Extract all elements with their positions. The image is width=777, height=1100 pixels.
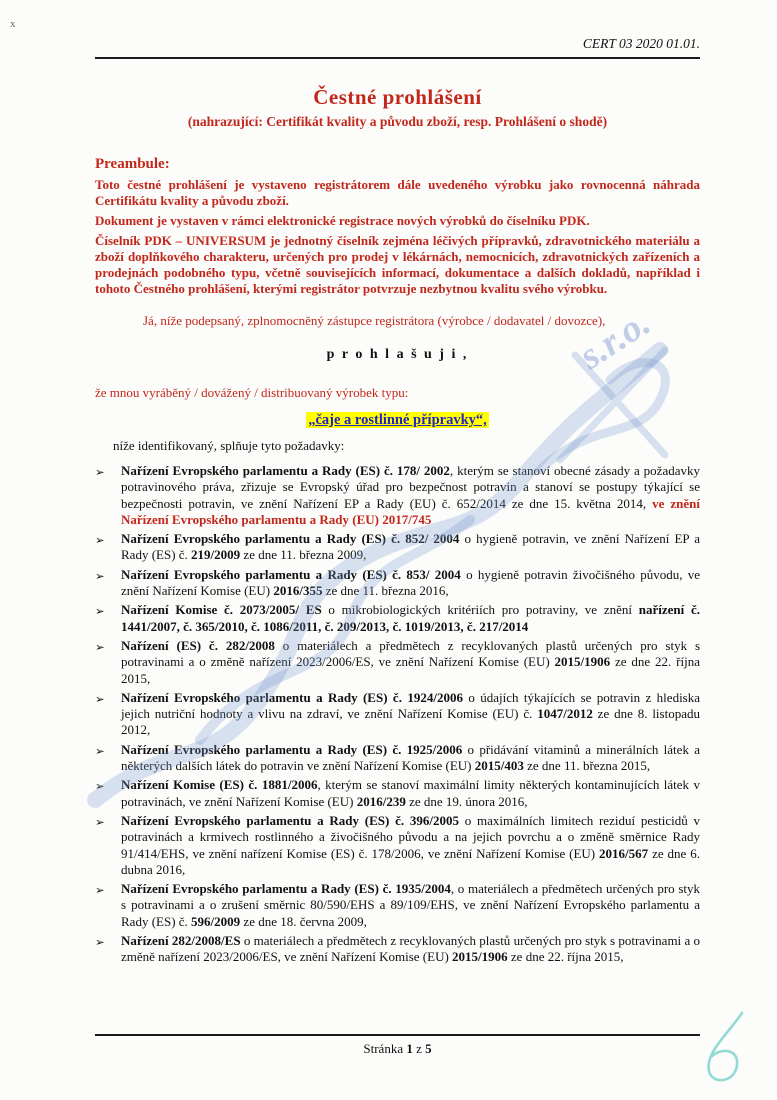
arrow-bullet-icon: ➢ <box>95 885 105 898</box>
product-type-highlight <box>95 411 700 429</box>
text-run: o materiálech a předmětech z recyklovaných plastů určených pro styk s potravinami a o změně nařízení 2023/2006/ES, ve znění Nařízení Komise (EU) <box>121 637 700 670</box>
text-run: ze dne 6. dubna 2016, <box>121 845 700 877</box>
list-item <box>95 567 700 600</box>
text-run: 596/2009 <box>191 913 241 929</box>
page-footer <box>95 1034 700 1057</box>
list-item <box>95 813 700 878</box>
text-run: Nařízení 282/2008/ES <box>121 933 241 949</box>
text-run: Nařízení (ES) č. 282/2008 <box>121 637 275 653</box>
text-run: ve znění Nařízení Evropského parlamentu a Rady (EU) 2017/745 <box>121 495 700 527</box>
preamble-paragraph-3: Číselník PDK – UNIVERSUM je jednotný číselník zejména léčivých přípravků, zdravotnického materiálu a zboží doplňkového charakteru, určených pro prodej v lékárnách, nemocnicích, zdravotnických zařízeních a prodejnách podobného typu, včetně souvisejících informací, dokumentace a dalších dokladů, například i tohoto Čestného prohlášení, kterými registrátor potvrzuje nezbytnou kvalitu svého výrobku. <box>95 233 700 296</box>
text-run: 219/2009 <box>191 547 241 563</box>
text-run: ze dne 22. října 2015, <box>121 654 700 686</box>
list-item <box>95 602 700 635</box>
text-run: nařízení č. 1441/2007, č. 365/2010, č. 1086/2011, č. 209/2013, č. 1019/2013, č. 217/2014 <box>121 602 700 634</box>
text-run: , o materiálech a předmětech určených pro styk s potravinami a o zrušení směrnic 80/590/EHS a 89/109/EHS, ve znění Nařízení Evropského parlamentu a Rady (ES) č. <box>121 881 701 929</box>
text-run: Stránka <box>363 1041 407 1056</box>
text-run: Nařízení Evropského parlamentu a Rady (ES) č. 853/ 2004 <box>121 566 461 582</box>
page-title: Čestné prohlášení <box>313 85 482 109</box>
text-run: o přidávání vitaminů a minerálních látek a některých dalších látek do potravin ve znění Nařízení Komise (EU) <box>121 741 701 774</box>
list-item <box>95 638 700 687</box>
text-run: Nařízení Evropského parlamentu a Rady (ES) č. 1935/2004 <box>121 881 451 897</box>
text-run: o maximálních limitech reziduí pesticidů v potravinách a krmivech rostlinného a živočišného původu a na jejich povrchu a o změně směrnice Rady 91/414/EHS, ve znění nařízení Komise (ES) č. 178/2006, ve znění Nařízení Komise (EU) <box>121 812 701 861</box>
text-run: Nařízení Evropského parlamentu a Rady (ES) č. 1924/2006 <box>121 689 463 705</box>
page-subtitle: (nahrazující: Certifikát kvality a původu zboží, resp. Prohlášení o shodě) <box>187 114 608 129</box>
text-run: 2015/403 <box>474 758 524 774</box>
text-run: Nařízení Komise (ES) č. 1881/2006 <box>121 777 318 793</box>
text-run: , kterým se stanoví maximální limity některých kontaminujících látek v potravinách, ve znění Nařízení Komise (EU) <box>121 777 700 809</box>
arrow-bullet-icon: ➢ <box>95 570 105 583</box>
requirements-lead-in: níže identifikovaný, splňuje tyto požadavky: <box>113 438 345 453</box>
document-code: CERT 03 2020 01.01. <box>582 36 700 51</box>
arrow-bullet-icon: ➢ <box>95 745 105 758</box>
arrow-bullet-icon: ➢ <box>95 641 105 654</box>
text-run: Nařízení Komise č. 2073/2005/ ES <box>121 602 322 618</box>
text-run: 2016/239 <box>356 793 406 809</box>
text-run: 2016/355 <box>273 583 323 599</box>
list-item-text <box>121 463 700 528</box>
declaration-verb: p r o h l a š u j i , <box>326 347 469 362</box>
preamble-paragraph-2: Dokument je vystaven v rámci elektronické registrace nových výrobků do číselníku PDK. <box>95 213 590 228</box>
text-run: Nařízení Evropského parlamentu a Rady (ES) č. 178/ 2002 <box>121 463 450 478</box>
list-item-text <box>121 933 700 966</box>
text-run: o údajích týkajících se potravin z hlediska jejich nutriční hodnoty a vlivu na zdraví, ve znění Nařízení Komise (EU) č. <box>121 689 701 722</box>
text-run: o hygieně potravin živočišného původu, ve znění Nařízení Komise (EU) <box>121 566 700 599</box>
text-run: z <box>412 1041 426 1056</box>
text-run: Nařízení Evropského parlamentu a Rady (ES) č. 396/2005 <box>121 812 459 828</box>
list-item-text <box>121 742 700 775</box>
list-item-text <box>121 531 700 564</box>
list-item-text <box>121 881 700 930</box>
text-run: 2016/567 <box>599 845 649 861</box>
header-divider <box>95 57 700 59</box>
text-run: o hygieně potravin, ve znění Nařízení EP a Rady (ES) č. <box>121 531 701 563</box>
text-run: 2015/1906 <box>452 949 508 965</box>
text-run: ze dne 22. října 2015, <box>507 949 624 965</box>
list-item-text <box>121 567 700 600</box>
preamble-heading: Preambule: <box>95 156 170 172</box>
list-item-text <box>121 690 700 739</box>
text-run: ze dne 8. listopadu 2012, <box>121 706 700 738</box>
highlighted-product-type: „čaje a rostlinné přípravky“, <box>308 412 487 428</box>
preamble-paragraph-1: Toto čestné prohlášení je vystaveno registrátorem dále uvedeného výrobku jako rovnocenná náhrada Certifikátu kvality a původu zboží. <box>95 177 700 208</box>
corner-mark: x <box>10 18 16 30</box>
text-run: Nařízení Evropského parlamentu a Rady (ES) č. 852/ 2004 <box>121 531 460 547</box>
arrow-bullet-icon: ➢ <box>95 816 105 829</box>
text-run: ze dne 19. února 2016, <box>405 793 528 809</box>
requirements-list <box>95 463 700 966</box>
text-run: o materiálech a předmětech z recyklovaných plastů určených pro styk s potravinami a o změně nařízení 2023/2006/ES, ve znění Nařízení Komise (EU) <box>121 933 700 965</box>
text-run: 1 <box>406 1041 413 1056</box>
text-run: ze dne 11. března 2009, <box>240 547 367 563</box>
text-run: ze dne 11. března 2016, <box>322 583 449 599</box>
text-run: 2015/1906 <box>554 654 611 670</box>
text-run: Nařízení Evropského parlamentu a Rady (ES) č. 1925/2006 <box>121 741 463 757</box>
list-item-text <box>121 638 700 687</box>
footer-divider <box>95 1034 700 1036</box>
list-item <box>95 463 700 528</box>
list-item-text <box>121 602 700 635</box>
text-run: 1047/2012 <box>537 706 593 722</box>
watermark-text: s.r.o. <box>572 301 658 378</box>
list-item <box>95 531 700 564</box>
list-item-text <box>121 777 700 810</box>
arrow-bullet-icon: ➢ <box>95 937 105 950</box>
arrow-bullet-icon: ➢ <box>95 781 105 794</box>
list-item <box>95 742 700 775</box>
text-run: ze dne 18. června 2009, <box>240 913 367 929</box>
arrow-bullet-icon: ➢ <box>95 535 105 548</box>
list-item-text <box>121 813 700 878</box>
declaration-intro: Já, níže podepsaný, zplnomocněný zástupce registrátora (výrobce / dodavatel / dovozce), <box>143 313 606 328</box>
text-run: ze dne 11. března 2015, <box>523 758 651 774</box>
text-run: o mikrobiologických kritériích pro potraviny, ve znění <box>321 602 639 618</box>
list-item <box>95 690 700 739</box>
list-item <box>95 777 700 810</box>
arrow-bullet-icon: ➢ <box>95 606 105 619</box>
product-type-line: že mnou vyráběný / dovážený / distribuovaný výrobek typu: <box>95 385 409 400</box>
page-number <box>95 1041 700 1057</box>
document-content <box>95 0 700 966</box>
list-item <box>95 881 700 930</box>
list-item <box>95 933 700 966</box>
text-run: 5 <box>425 1041 432 1056</box>
arrow-bullet-icon: ➢ <box>95 693 105 706</box>
text-run: , kterým se stanoví obecné zásady a požadavky potravinového práva, zřizuje se Evropský úřad pro bezpečnost potravin a stanoví se postupy týkající se bezpečnosti potravin, ve znění Nařízení EP a Rady (EU) č. 652/2014 ze dne 15. května 2014, <box>121 463 700 511</box>
arrow-bullet-icon: ➢ <box>95 467 105 479</box>
